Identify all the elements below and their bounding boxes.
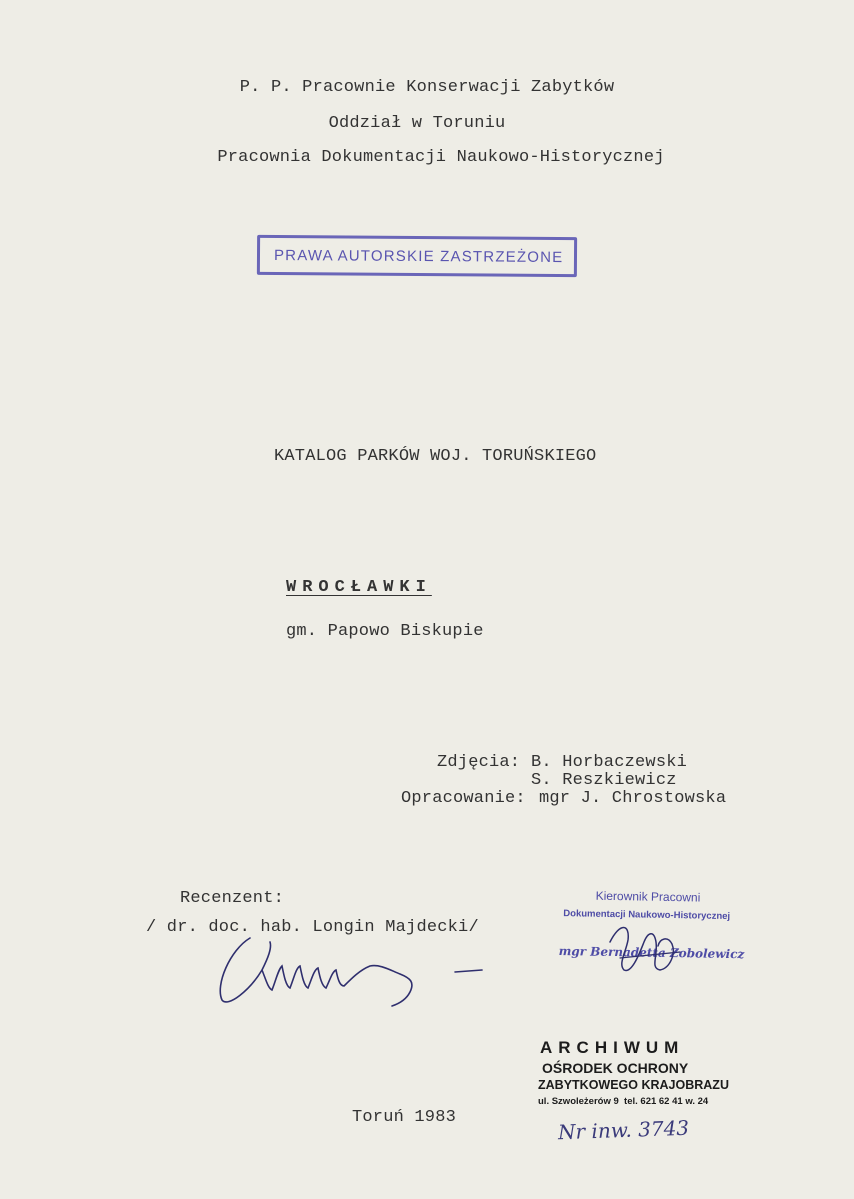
department-head-signature	[600, 912, 690, 982]
reviewer-label: Recenzent:	[180, 889, 285, 908]
archive-stamp-line2: OŚRODEK OCHRONY	[542, 1060, 689, 1076]
photographer-2: S. Reszkiewicz	[531, 771, 677, 790]
copyright-stamp	[257, 235, 577, 277]
catalog-title: KATALOG PARKÓW WOJ. TORUŃSKIEGO	[274, 447, 597, 466]
head-stamp-title: Kierownik Pracowni	[595, 888, 701, 905]
reviewer-name: / dr. doc. hab. Longin Majdecki/	[146, 918, 479, 937]
place-name: WROCŁAWKI	[286, 578, 432, 597]
header-branch: Oddział w Toruniu	[328, 114, 506, 133]
head-stamp-name: mgr Bernadetta Zobolewicz	[558, 944, 745, 962]
inventory-note: Nr inw. 3743	[557, 1115, 690, 1145]
photos-label: Zdjęcia:	[437, 753, 521, 772]
archive-stamp-line3: ZABYTKOWEGO KRAJOBRAZU	[538, 1078, 729, 1092]
header-department: Pracownia Dokumentacji Naukowo-Historycznej	[217, 148, 665, 167]
gmina-name: gm. Papowo Biskupie	[286, 622, 484, 641]
preparer-name: mgr J. Chrostowska	[539, 789, 727, 808]
copyright-stamp-text: PRAWA AUTORSKIE ZASTRZEŻONE	[273, 247, 564, 267]
place-date: Toruń 1983	[352, 1108, 457, 1127]
head-stamp-department: Dokumentacji Naukowo-Historycznej	[563, 908, 731, 923]
archive-stamp-address: ul. Szwoleżerów 9 tel. 621 62 41 w. 24	[538, 1096, 709, 1107]
prepared-label: Opracowanie:	[401, 789, 526, 808]
archive-stamp-title: ARCHIWUM	[540, 1038, 685, 1057]
photographer-1: B. Horbaczewski	[531, 753, 688, 772]
header-institution: P. P. Pracownie Konserwacji Zabytków	[239, 78, 615, 97]
reviewer-signature	[210, 930, 500, 1010]
